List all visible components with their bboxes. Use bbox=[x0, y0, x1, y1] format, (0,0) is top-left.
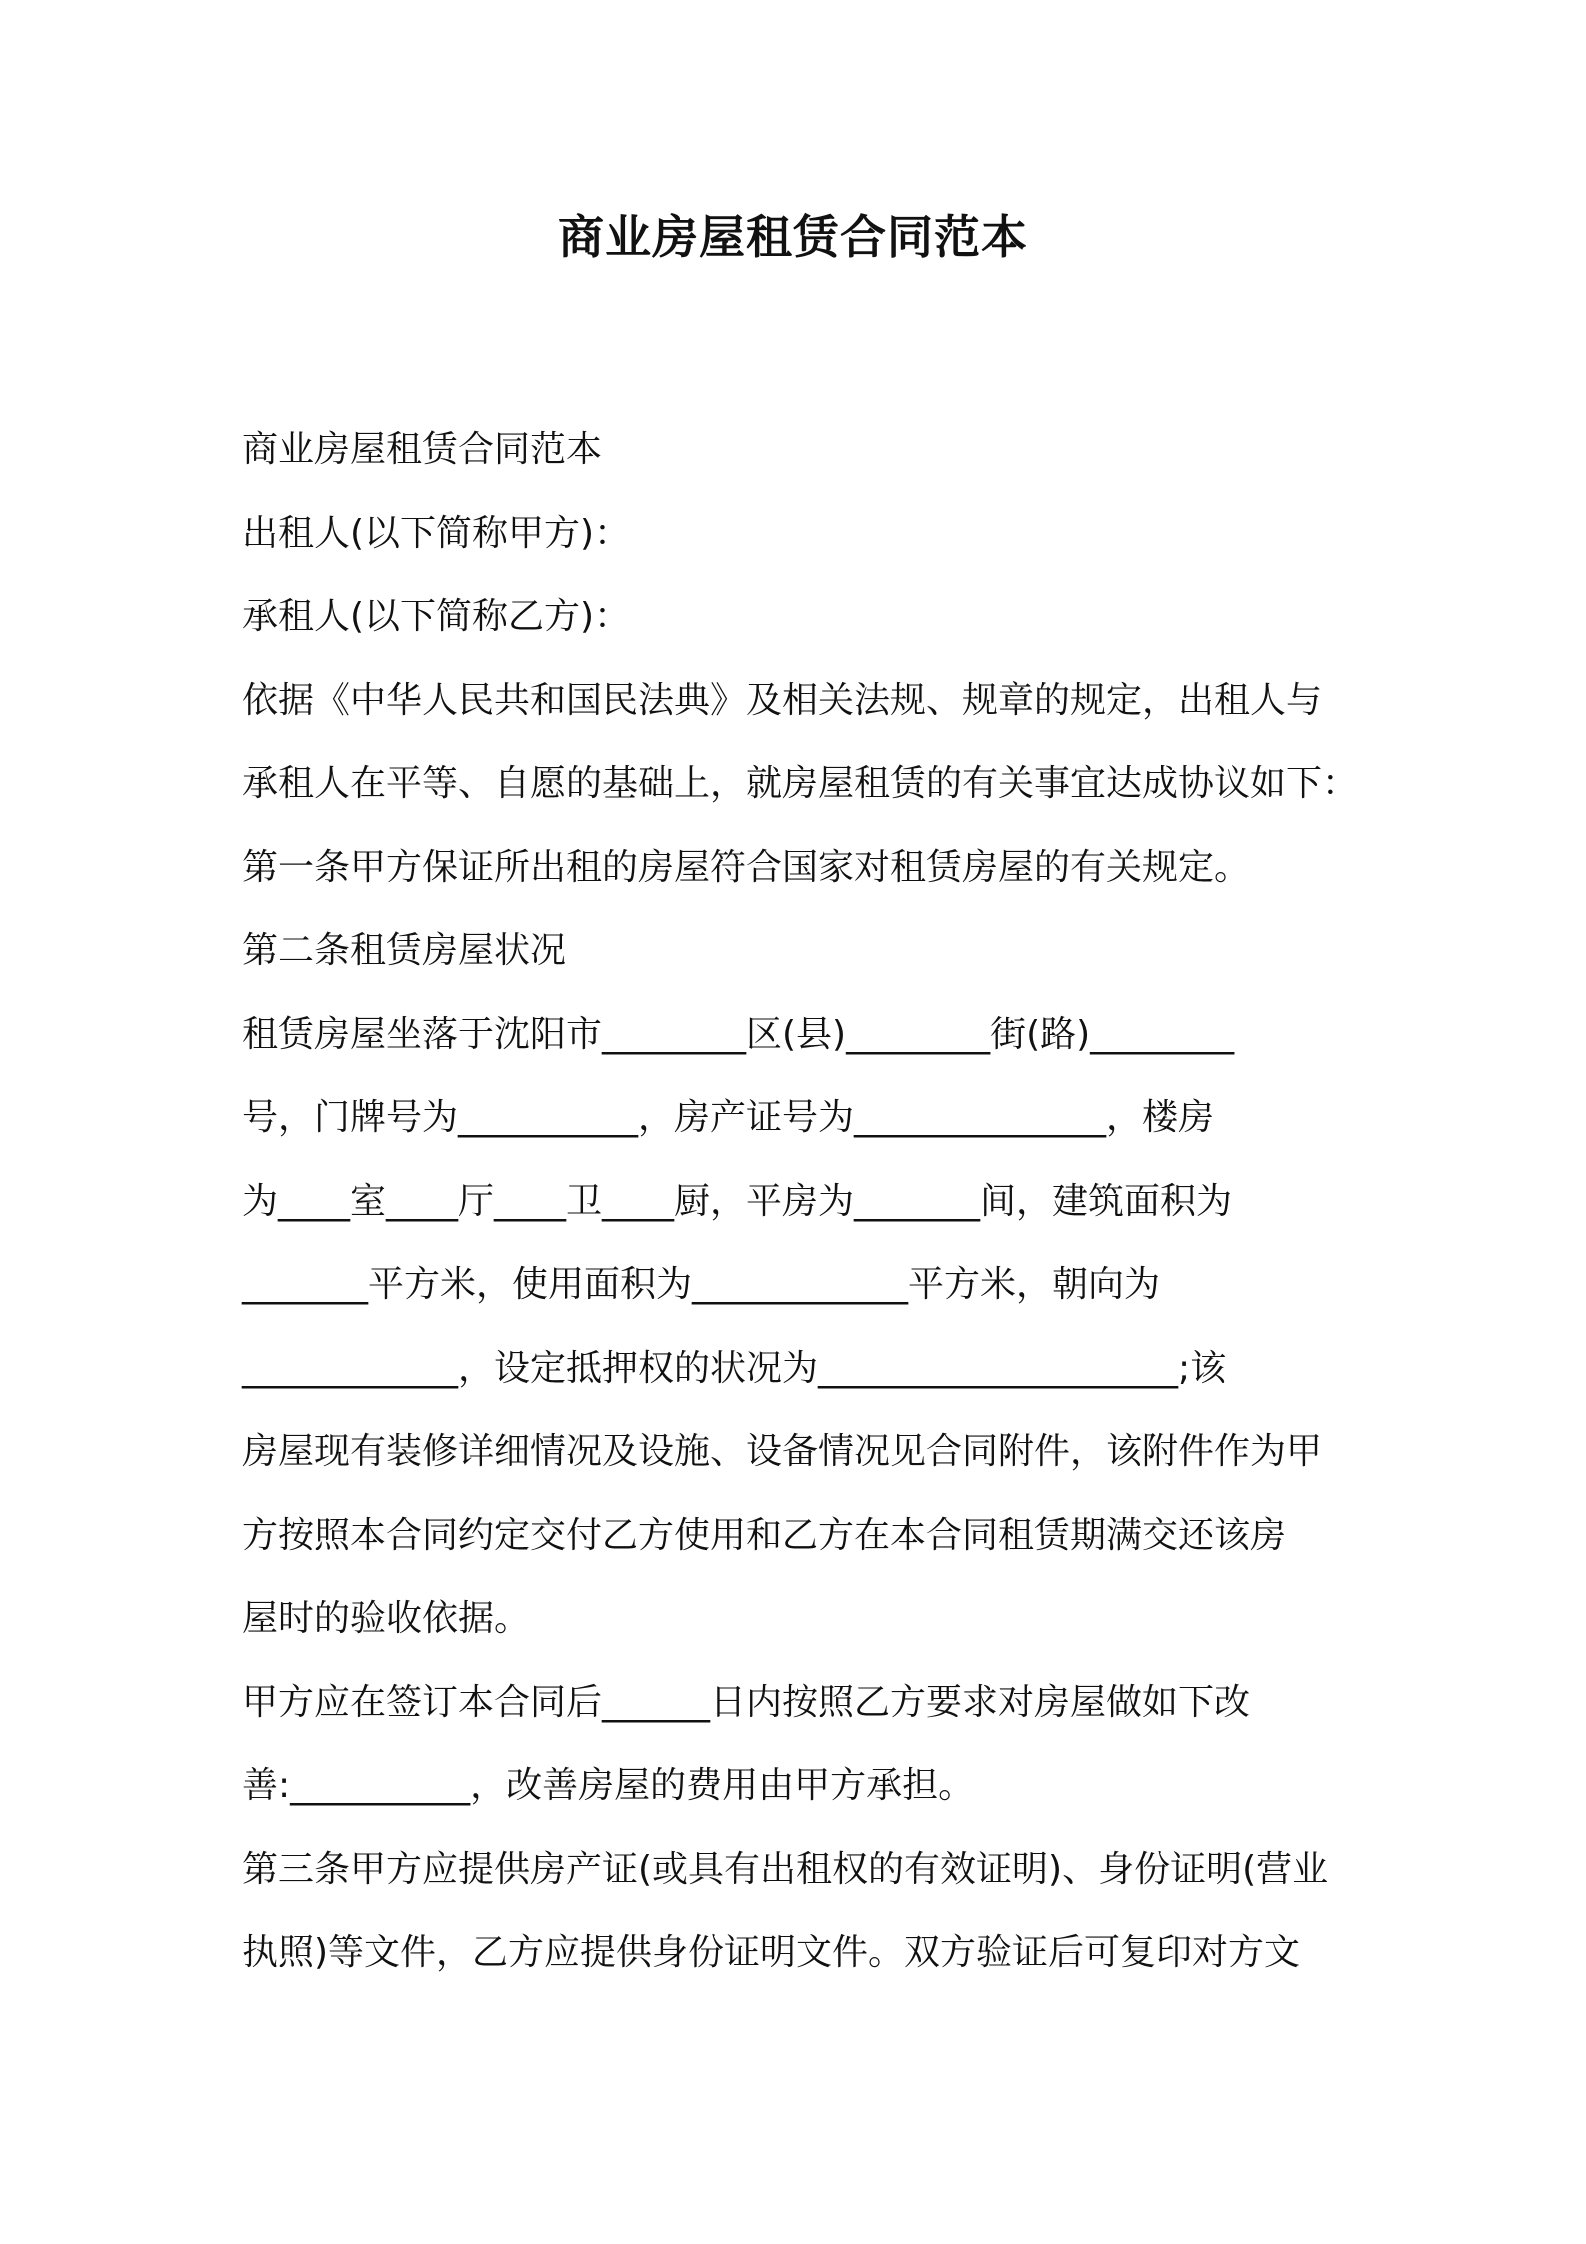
body-line: 方按照本合同约定交付乙方使用和乙方在本合同租赁期满交还该房 bbox=[242, 1514, 1287, 1556]
document-body bbox=[242, 408, 1362, 1995]
body-line: 租赁房屋坐落于沈阳市________区(县)________街(路)________ bbox=[242, 1013, 1235, 1055]
body-line: 承租人在平等、自愿的基础上，就房屋租赁的有关事宜达成协议如下： bbox=[242, 763, 1359, 804]
body-line: 善:__________，改善房屋的费用由甲方承担。 bbox=[242, 1765, 975, 1806]
body-line: _______平方米，使用面积为____________平方米，朝向为 bbox=[242, 1264, 1161, 1305]
body-line: 出租人(以下简称甲方)： bbox=[242, 512, 631, 554]
body-line: 为____室____厅____卫____厨，平房为_______间，建筑面积为 bbox=[242, 1180, 1233, 1222]
body-line: 第二条租赁房屋状况 bbox=[242, 930, 567, 971]
body-line: ____________，设定抵押权的状况为____________________;该 bbox=[242, 1347, 1227, 1389]
body-line: 商业房屋租赁合同范本 bbox=[242, 429, 603, 470]
body-line: 屋时的验收依据。 bbox=[242, 1598, 531, 1639]
body-line: 承租人(以下简称乙方)： bbox=[242, 596, 631, 637]
body-line: 执照)等文件，乙方应提供身份证明文件。双方验证后可复印对方文 bbox=[242, 1932, 1301, 1973]
body-line: 房屋现有装修详细情况及设施、设备情况见合同附件，该附件作为甲 bbox=[242, 1431, 1323, 1472]
body-line: 号，门牌号为__________，房产证号为______________，楼房 bbox=[242, 1097, 1215, 1138]
body-line: 第一条甲方保证所出租的房屋符合国家对租赁房屋的有关规定。 bbox=[242, 846, 1251, 888]
body-line: 第三条甲方应提供房产证(或具有出租权的有效证明)、身份证明(营业 bbox=[242, 1848, 1329, 1890]
body-line: 依据《中华人民共和国民法典》及相关法规、规章的规定，出租人与 bbox=[242, 679, 1323, 721]
document-title: 商业房屋租赁合同范本 bbox=[558, 210, 1028, 264]
body-line: 甲方应在签订本合同后______日内按照乙方要求对房屋做如下改 bbox=[242, 1681, 1251, 1723]
